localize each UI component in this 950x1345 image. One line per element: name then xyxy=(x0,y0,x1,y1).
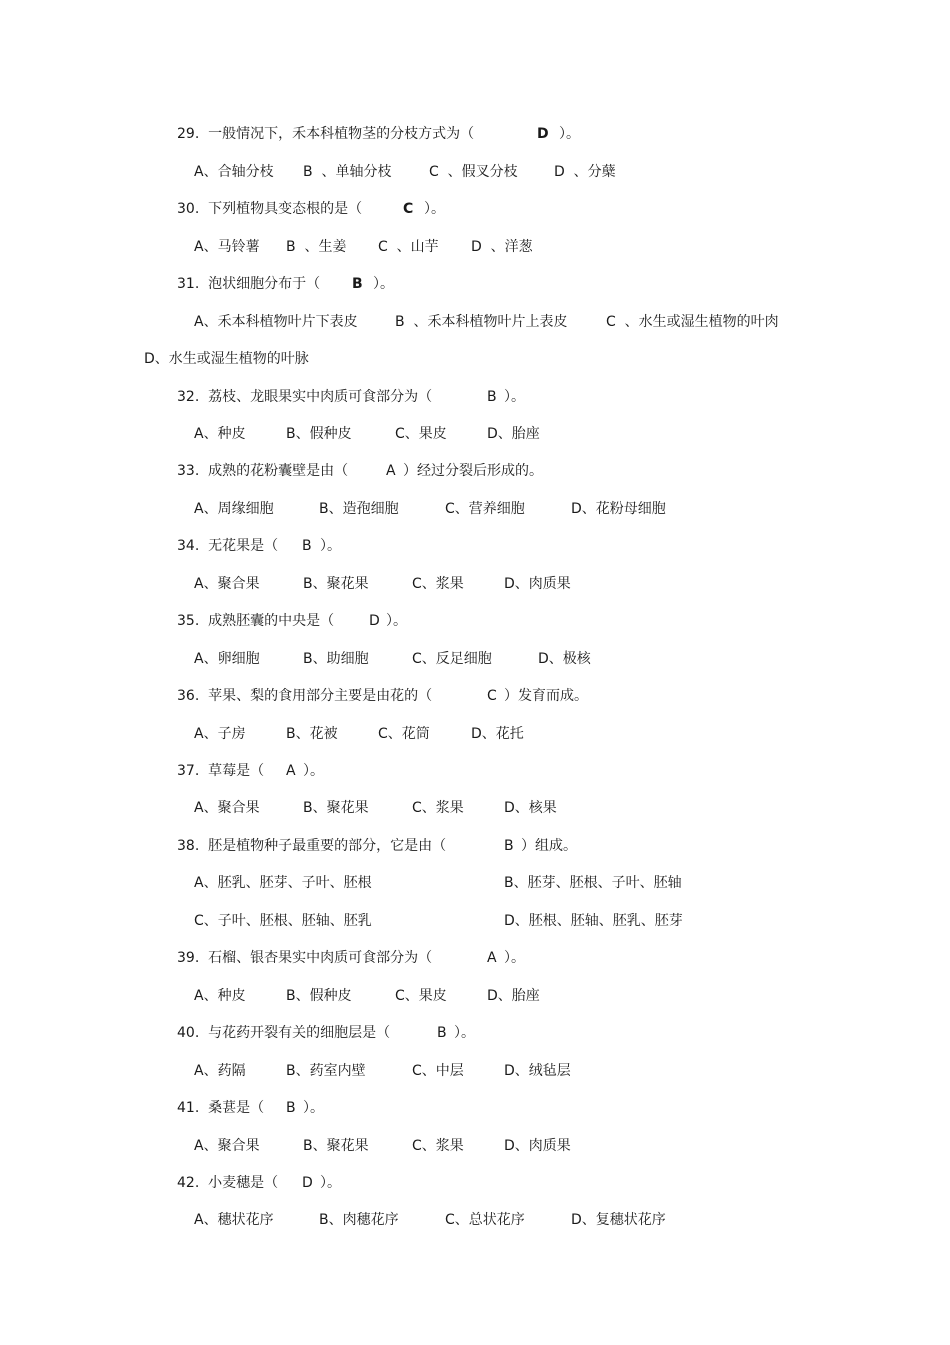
question-text: 42. 小麦穗是（ xyxy=(177,1175,279,1191)
question-line xyxy=(0,835,950,857)
option-text: C、浆果 xyxy=(412,1138,464,1154)
question-text: 33. 成熟的花粉囊壁是由（ xyxy=(177,463,349,479)
question-line xyxy=(0,685,950,707)
option-text: B 、禾本科植物叶片上表皮 xyxy=(395,314,568,330)
option-text: D、肉质果 xyxy=(504,576,571,592)
question-text: ）。 xyxy=(424,201,445,217)
option-text: B、花被 xyxy=(286,726,338,742)
option-text: B、聚花果 xyxy=(303,800,369,816)
question-line xyxy=(0,1097,950,1119)
question-line xyxy=(0,760,950,782)
option-text: C、营养细胞 xyxy=(445,501,525,517)
option-text: A、聚合果 xyxy=(194,576,260,592)
options-line xyxy=(0,1060,950,1082)
question-line xyxy=(0,947,950,969)
option-text: A、合轴分枝 xyxy=(194,164,274,180)
options-line xyxy=(0,910,950,932)
option-text: B 、生姜 xyxy=(286,239,347,255)
options-line xyxy=(0,1135,950,1157)
option-text: A、穗状花序 xyxy=(194,1212,274,1228)
question-line xyxy=(0,535,950,557)
question-line xyxy=(0,386,950,408)
answer-text: B xyxy=(437,1025,447,1041)
option-text: B、药室内壁 xyxy=(286,1063,366,1079)
option-text: B、聚花果 xyxy=(303,576,369,592)
option-text: D、花粉母细胞 xyxy=(571,501,666,517)
option-text: B、假种皮 xyxy=(286,426,352,442)
question-text: 35. 成熟胚囊的中央是（ xyxy=(177,613,335,629)
answer-text: B xyxy=(286,1100,296,1116)
option-text: D 、洋葱 xyxy=(471,239,533,255)
options-line xyxy=(0,985,950,1007)
option-text: C、子叶、胚根、胚轴、胚乳 xyxy=(194,913,372,929)
option-text: B、聚花果 xyxy=(303,1138,369,1154)
options-line xyxy=(0,573,950,595)
answer-text: A xyxy=(286,763,296,779)
question-text: 38. 胚是植物种子最重要的部分，它是由（ xyxy=(177,838,447,854)
option-text: D 、分蘖 xyxy=(554,164,616,180)
question-text: 29. 一般情况下，禾本科植物茎的分枝方式为（ xyxy=(177,126,475,142)
question-text: 40. 与花药开裂有关的细胞层是（ xyxy=(177,1025,391,1041)
question-text: ）经过分裂后形成的。 xyxy=(403,463,543,479)
question-text: ）组成。 xyxy=(521,838,577,854)
question-text: 31. 泡状细胞分布于（ xyxy=(177,276,321,292)
option-text: C 、假叉分枝 xyxy=(429,164,518,180)
question-line xyxy=(0,460,950,482)
option-text: B、肉穗花序 xyxy=(319,1212,399,1228)
question-line xyxy=(0,1172,950,1194)
option-text: A、马铃薯 xyxy=(194,239,260,255)
options-line xyxy=(0,872,950,894)
option-text: A、禾本科植物叶片下表皮 xyxy=(194,314,358,330)
option-text: A、胚乳、胚芽、子叶、胚根 xyxy=(194,875,372,891)
question-text: ）。 xyxy=(559,126,580,142)
option-text: D、水生或湿生植物的叶脉 xyxy=(144,351,309,367)
options-line xyxy=(0,723,950,745)
option-text: A、种皮 xyxy=(194,426,246,442)
question-text: ）发育而成。 xyxy=(504,688,588,704)
option-text: C、反足细胞 xyxy=(412,651,492,667)
question-text: ）。 xyxy=(303,763,324,779)
answer-text: B xyxy=(352,276,363,292)
question-line xyxy=(0,1022,950,1044)
options-line xyxy=(0,1209,950,1231)
question-text: 41. 桑葚是（ xyxy=(177,1100,265,1116)
question-line xyxy=(0,610,950,632)
option-text: C、果皮 xyxy=(395,426,447,442)
answer-text: C xyxy=(403,201,414,217)
question-line xyxy=(0,198,950,220)
option-text: D、绒毡层 xyxy=(504,1063,571,1079)
question-text: ）。 xyxy=(454,1025,475,1041)
question-text: ）。 xyxy=(504,389,525,405)
option-text: C、浆果 xyxy=(412,800,464,816)
option-text: A、药隔 xyxy=(194,1063,246,1079)
option-text: C、浆果 xyxy=(412,576,464,592)
option-text: D、胎座 xyxy=(487,426,540,442)
options-line xyxy=(0,498,950,520)
option-text: C、总状花序 xyxy=(445,1212,525,1228)
answer-text: A xyxy=(386,463,396,479)
question-text: ）。 xyxy=(320,1175,341,1191)
option-text: D、肉质果 xyxy=(504,1138,571,1154)
options-line xyxy=(0,648,950,670)
option-text: A、聚合果 xyxy=(194,1138,260,1154)
option-text: D、胎座 xyxy=(487,988,540,1004)
option-text: B、造孢细胞 xyxy=(319,501,399,517)
option-text: B、假种皮 xyxy=(286,988,352,1004)
option-text: C 、水生或湿生植物的叶肉 xyxy=(606,314,779,330)
answer-text: B xyxy=(504,838,514,854)
options-line xyxy=(0,311,950,333)
option-text: C、花筒 xyxy=(378,726,430,742)
option-text: A、种皮 xyxy=(194,988,246,1004)
answer-text: D xyxy=(369,613,380,629)
options-line xyxy=(0,236,950,258)
option-text: D、复穗状花序 xyxy=(571,1212,666,1228)
option-text: B、助细胞 xyxy=(303,651,369,667)
option-text: D、核果 xyxy=(504,800,557,816)
answer-text: D xyxy=(302,1175,313,1191)
question-text: ）。 xyxy=(504,950,525,966)
answer-text: B xyxy=(487,389,497,405)
option-text: C 、山芋 xyxy=(378,239,439,255)
options-line xyxy=(0,423,950,445)
option-text: A、子房 xyxy=(194,726,246,742)
question-text: ）。 xyxy=(373,276,394,292)
question-text: 37. 草莓是（ xyxy=(177,763,265,779)
question-text: 36. 苹果、梨的食用部分主要是由花的（ xyxy=(177,688,433,704)
question-text: 39. 石榴、银杏果实中肉质可食部分为（ xyxy=(177,950,433,966)
question-text: 34. 无花果是（ xyxy=(177,538,279,554)
question-text: ）。 xyxy=(303,1100,324,1116)
options-line xyxy=(0,161,950,183)
answer-text: A xyxy=(487,950,497,966)
option-text: B、胚芽、胚根、子叶、胚轴 xyxy=(504,875,682,891)
answer-text: D xyxy=(537,126,549,142)
option-text: A、周缘细胞 xyxy=(194,501,274,517)
question-text: ）。 xyxy=(386,613,407,629)
option-text: A、卵细胞 xyxy=(194,651,260,667)
question-text: ）。 xyxy=(320,538,341,554)
question-text: 32. 荔枝、龙眼果实中肉质可食部分为（ xyxy=(177,389,433,405)
option-text: C、中层 xyxy=(412,1063,464,1079)
option-text: D、极核 xyxy=(538,651,591,667)
options-line xyxy=(0,348,950,370)
option-text: B 、单轴分枝 xyxy=(303,164,392,180)
question-line xyxy=(0,123,950,145)
options-line xyxy=(0,797,950,819)
answer-text: B xyxy=(302,538,312,554)
option-text: C、果皮 xyxy=(395,988,447,1004)
answer-text: C xyxy=(487,688,497,704)
option-text: A、聚合果 xyxy=(194,800,260,816)
question-text: 30. 下列植物具变态根的是（ xyxy=(177,201,363,217)
question-line xyxy=(0,273,950,295)
option-text: D、花托 xyxy=(471,726,524,742)
option-text: D、胚根、胚轴、胚乳、胚芽 xyxy=(504,913,683,929)
